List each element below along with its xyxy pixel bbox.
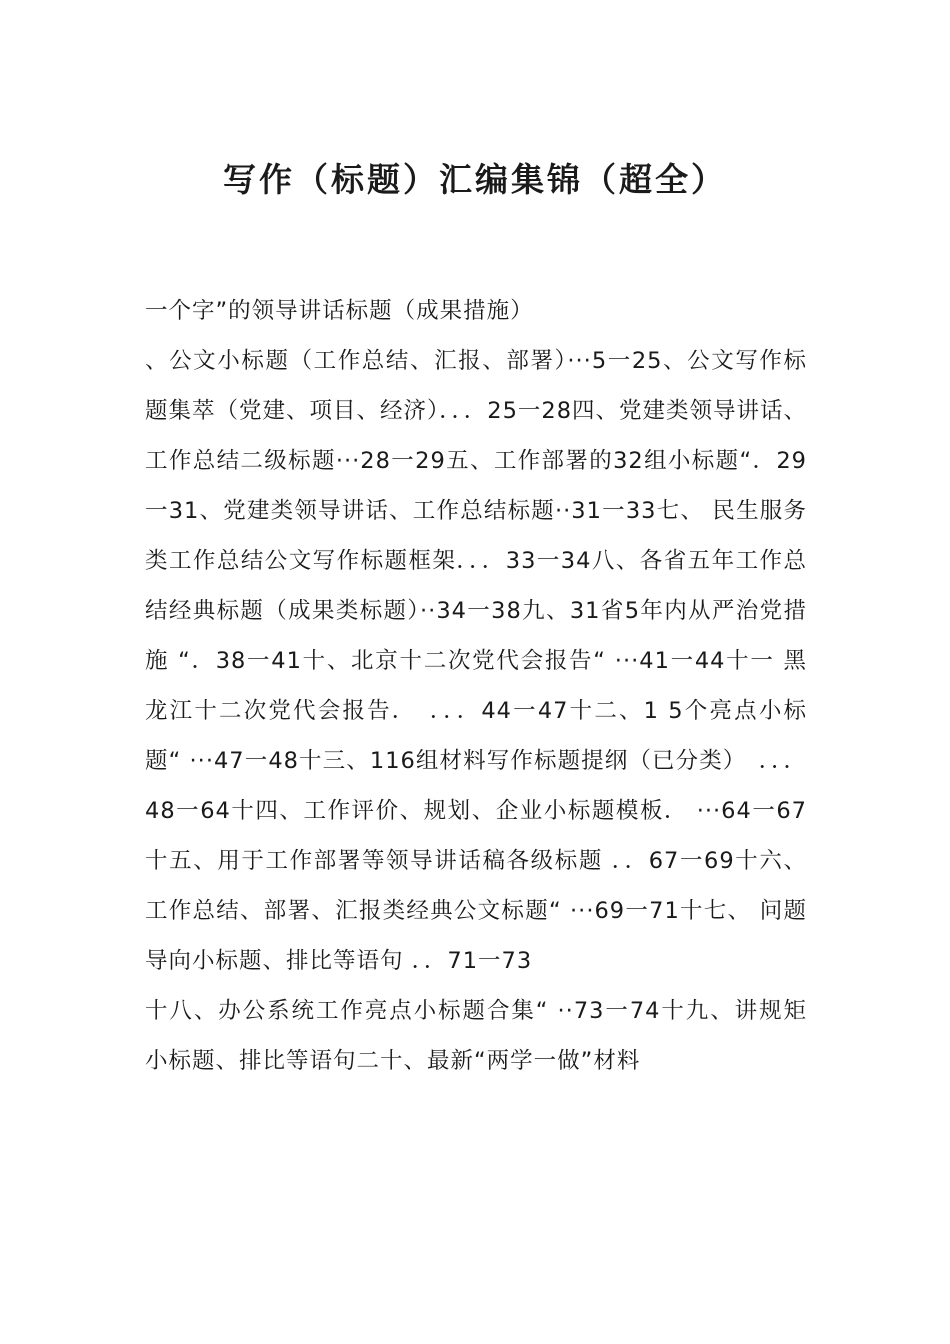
document-body <box>145 286 807 1086</box>
paragraph-contents-continued: 十八、办公系统工作亮点小标题合集“ ··73一74十九、讲规矩小标题、排比等语句二十、最新“两学一做”材料 <box>145 998 807 1074</box>
paragraph-intro: 一个字”的领导讲话标题（成果措施） <box>145 298 534 324</box>
paragraph-contents-list: 、公文小标题（工作总结、汇报、部署）···5一25、公文写作标题集萃（党建、项目、经济）．．．25一28四、党建类领导讲话、工作总结二级标题···28一29五、工作部署的32组小标题“．29一31、党建类领导讲话、工作总结标题··31一33七、 民生服务类工作总结公文写作标题框架．．．33一34八、各省五年工作总结经典标题（成果类标题）··34一38九、31省5年内从严治党措施 “．38一41十、北京十二次党代会报告“ ···41一44十一 黑龙江十二次党代会报告． ．．．44一47十二、1 5个亮点小标题“ ···47一48十三、116组材料写作标题提纲（已分类） ．．．48一64十四、工作评价、规划、企业小标题模板． ···64一67十五、用于工作部署等领导讲话稿各级标题 ．．67一69十六、工作总结、部署、汇报类经典公文标题“ ···69一71十七、 问题导向小标题、排比等语句 ．．71一73 <box>145 348 808 974</box>
document-title: 写作（标题）汇编集锦（超全） <box>223 160 727 199</box>
